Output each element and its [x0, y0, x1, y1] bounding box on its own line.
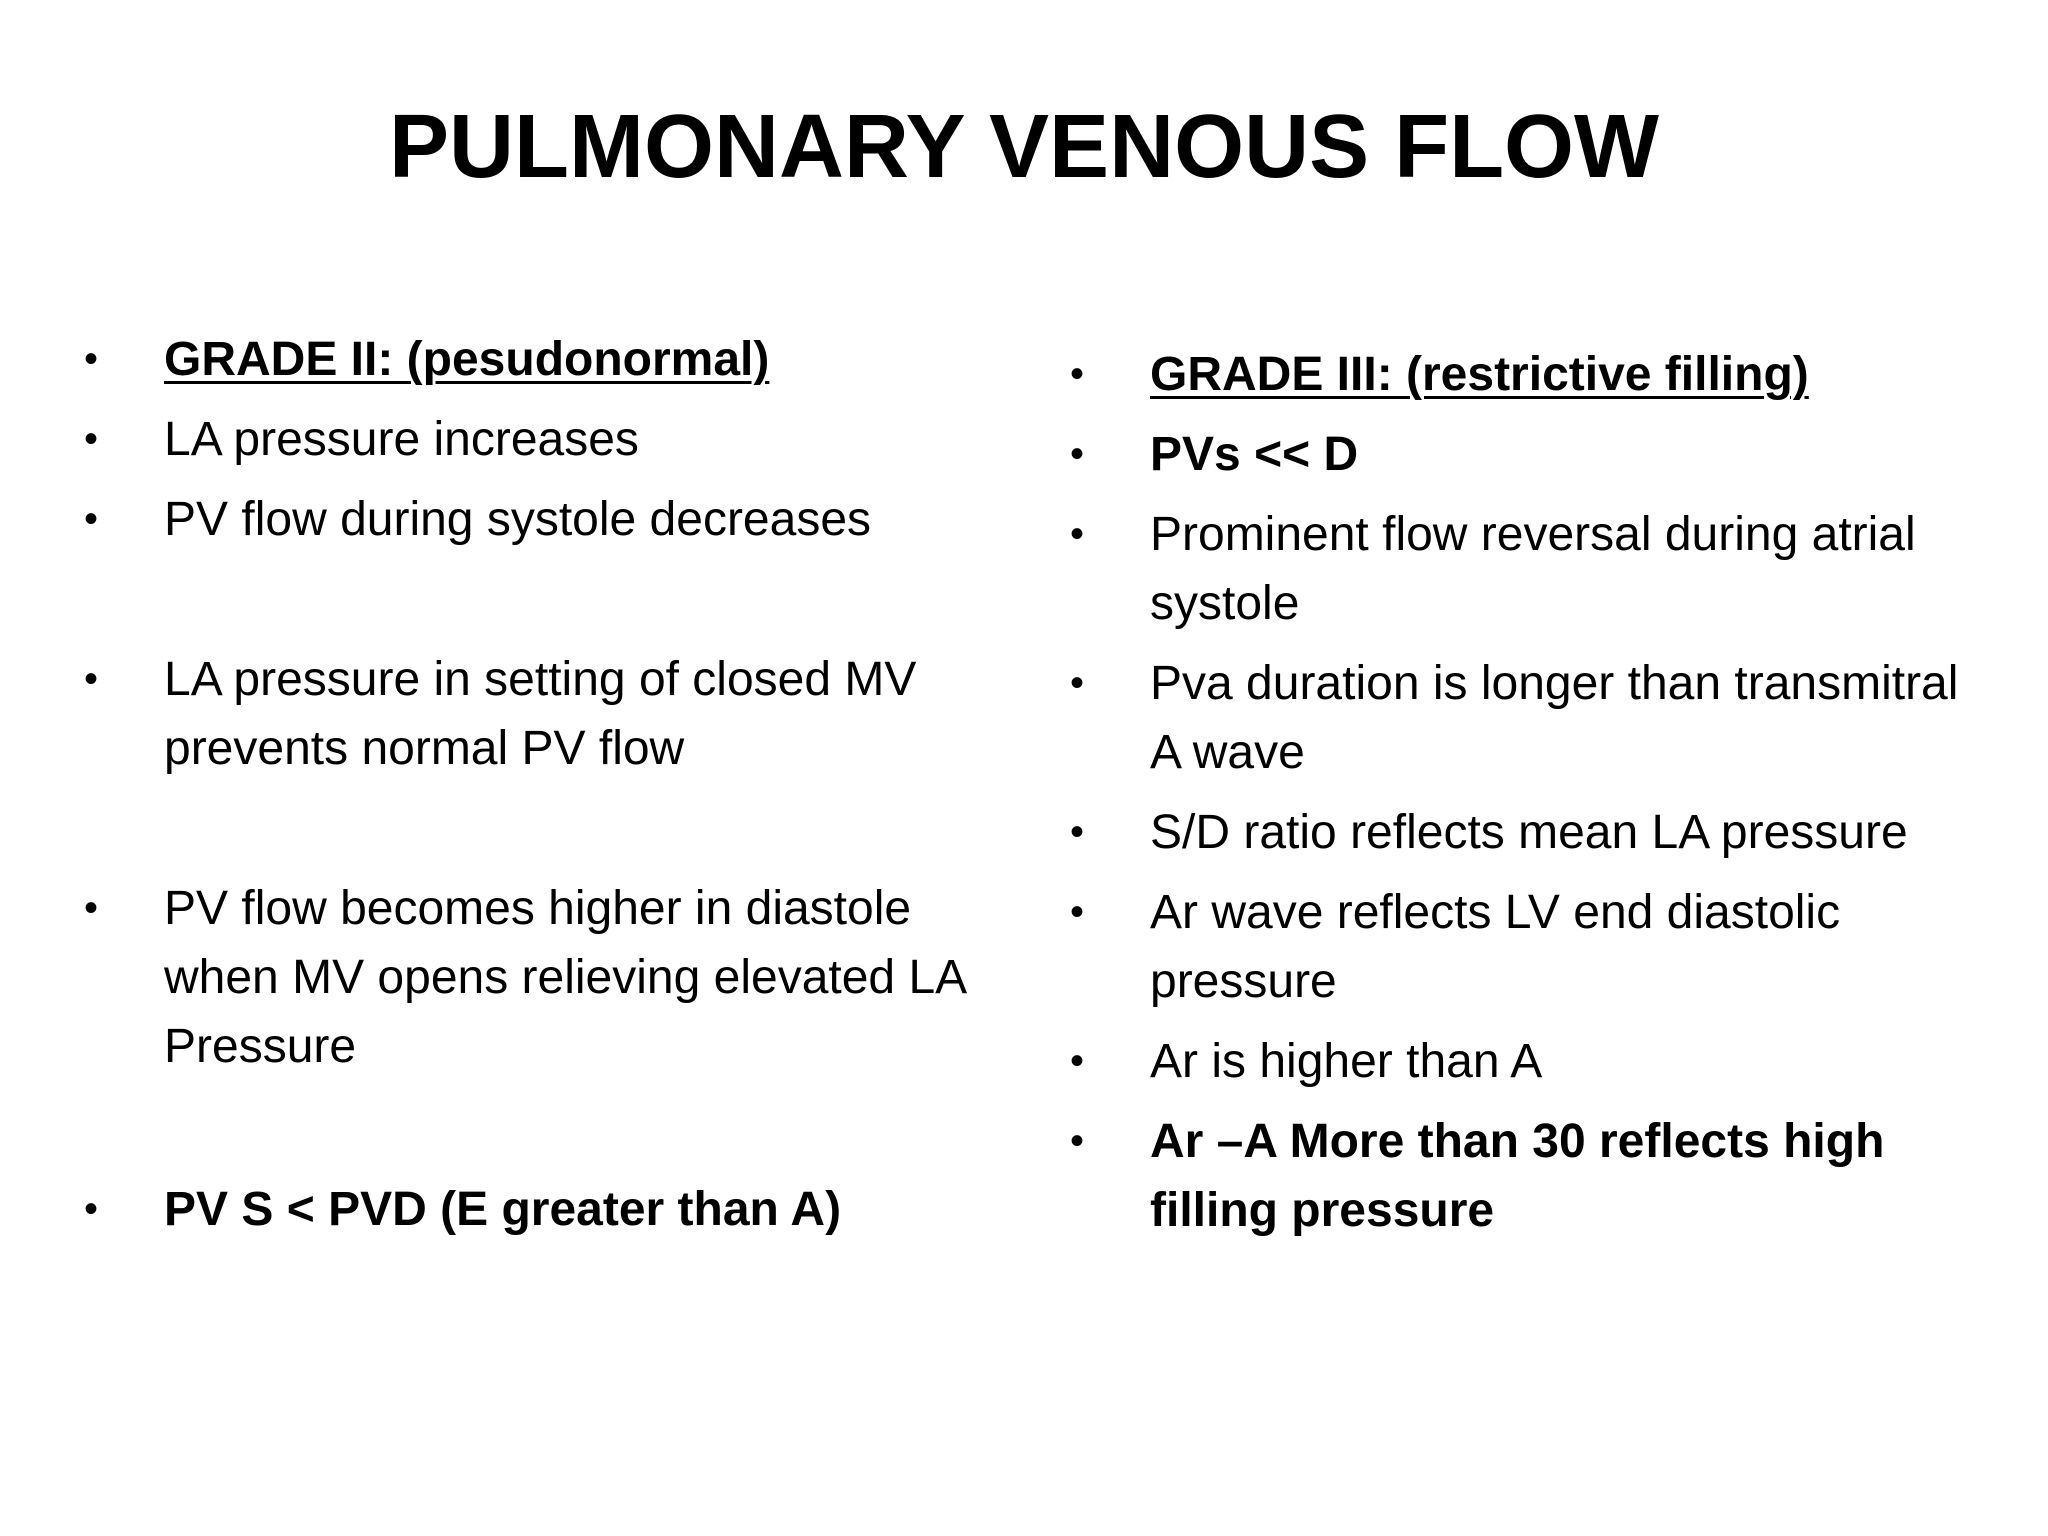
bullet-icon: •	[1070, 352, 1085, 396]
bullet-text: LA pressure increases	[164, 413, 639, 466]
bullet-item	[1070, 649, 1990, 787]
bullet-text: Pva duration is longer than transmitral A wave	[1150, 657, 1959, 779]
bullet-item	[84, 405, 1004, 474]
bullet-text-bold: Ar –A More than 30 reflects high filling pressure	[1150, 1115, 1885, 1237]
bullet-text: Ar wave reflects LV end diastolic pressure	[1150, 886, 1841, 1008]
bullet-item	[1070, 420, 1990, 489]
bullet-icon: •	[1070, 512, 1085, 556]
bullet-text-bold: PV S < PVD (E greater than A)	[164, 1183, 842, 1236]
slide-title: PULMONARY VENOUS FLOW	[388, 97, 1660, 197]
bullet-icon: •	[1070, 810, 1085, 854]
bullet-item	[1070, 500, 1990, 638]
bullet-item	[84, 485, 1004, 554]
bullet-text: LA pressure in setting of closed MV prevents normal PV flow	[164, 653, 917, 775]
bullet-icon: •	[1070, 1119, 1085, 1163]
bullet-item	[1070, 1107, 1990, 1245]
bullet-icon: •	[84, 497, 99, 541]
bullet-icon: •	[84, 657, 99, 701]
bullet-icon: •	[84, 417, 99, 461]
bullet-icon: •	[1070, 432, 1085, 476]
bullet-icon: •	[84, 886, 99, 930]
left-bullet-list	[84, 325, 1004, 1255]
bullet-text-bold: PVs << D	[1150, 428, 1359, 481]
bullet-text: Prominent flow reversal during atrial systole	[1150, 508, 1916, 630]
bullet-item	[84, 874, 1004, 1081]
bullet-icon: •	[1070, 661, 1085, 705]
bullet-item	[1070, 1027, 1990, 1096]
grade-ii-heading: GRADE II: (pesudonormal)	[164, 333, 770, 386]
bullet-item	[84, 1175, 1004, 1244]
bullet-item-grade-ii-heading	[84, 325, 1004, 394]
bullet-text: S/D ratio reflects mean LA pressure	[1150, 806, 1908, 859]
bullet-text: PV flow becomes higher in diastole when MV opens relieving elevated LA Pressure	[164, 882, 965, 1073]
bullet-icon: •	[1070, 890, 1085, 934]
bullet-item	[84, 645, 1004, 783]
right-bullet-list	[1070, 340, 1990, 1256]
bullet-item	[1070, 798, 1990, 867]
bullet-item	[1070, 878, 1990, 1016]
bullet-icon: •	[1070, 1039, 1085, 1083]
bullet-icon: •	[84, 337, 99, 381]
bullet-item-grade-iii-heading	[1070, 340, 1990, 409]
bullet-text: PV flow during systole decreases	[164, 493, 872, 546]
bullet-icon: •	[84, 1187, 99, 1231]
bullet-text: Ar is higher than A	[1150, 1035, 1543, 1088]
grade-iii-heading: GRADE III: (restrictive filling)	[1150, 348, 1809, 401]
